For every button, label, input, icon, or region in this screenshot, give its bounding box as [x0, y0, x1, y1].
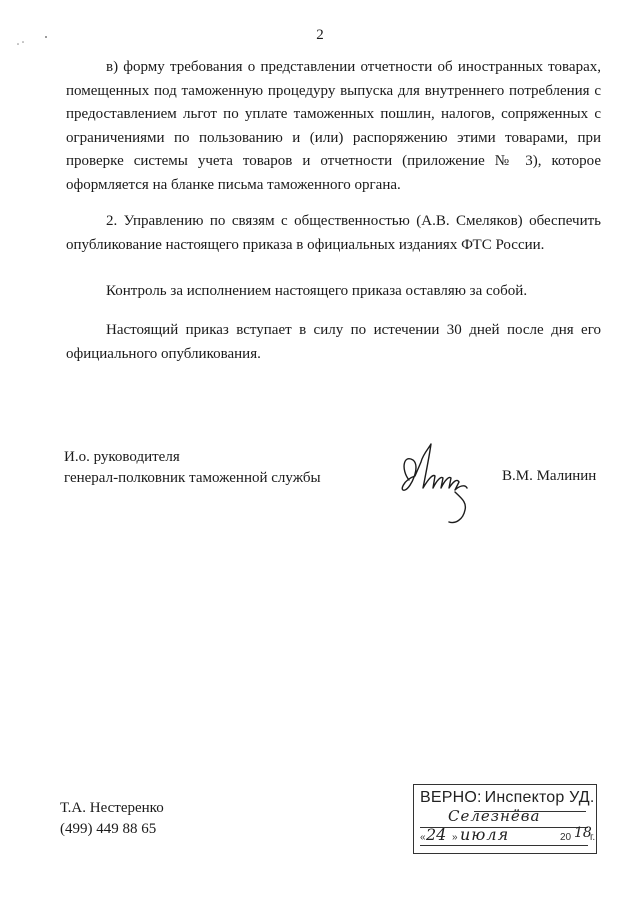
- paragraph-item-v: в) форму требования о представлении отчетности об иностранных товарах, помещенных под таможенную процедуру выпуска для внутреннего потребления с предоставлением льгот по уплате таможенных пошлин, налогов, сопряженных с ограничениями по пользованию и (или) распоряжению этими товарами, при проверке системы учета товаров и отчетности (приложение № 3), которое оформляется на бланке письма таможенного органа.: [66, 59, 601, 193]
- stamp-underline-date: [420, 845, 588, 846]
- stamp-colon: :: [477, 789, 482, 806]
- paragraph-control: Контроль за исполнением настоящего приказа оставляю за собой.: [106, 283, 528, 299]
- stamp-handwritten-name: Селезнёва: [448, 807, 541, 825]
- contact-name: Т.А. Нестеренко: [60, 800, 164, 816]
- stamp-period: .: [589, 789, 595, 806]
- signatory-title-line1: И.о. руководителя: [64, 449, 180, 465]
- stamp-date-day: 24: [426, 825, 447, 844]
- stamp-quote-open: «: [420, 832, 426, 843]
- certification-stamp: [413, 784, 597, 854]
- page-number: 2: [316, 27, 324, 43]
- stamp-header: [420, 789, 594, 807]
- contact-phone: (499) 449 88 65: [60, 821, 157, 837]
- handwritten-signature: [395, 440, 485, 535]
- paragraph-effective-date: Настоящий приказ вступает в силу по истечении 30 дней после дня его официального опубликования.: [66, 322, 601, 362]
- stamp-year-prefix: 20: [560, 832, 572, 843]
- stamp-position: Инспектор УД: [484, 789, 590, 806]
- stamp-verno: ВЕРНО: [420, 789, 478, 806]
- stamp-quote-close: »: [452, 832, 458, 843]
- margin-marks: [14, 34, 54, 54]
- stamp-year-unit: г.: [590, 832, 596, 843]
- signatory-title-line2: генерал-полковник таможенной службы: [64, 470, 321, 486]
- signatory-title: [64, 447, 321, 489]
- paragraph-item-2: 2. Управлению по связям с общественностью (А.В. Смеляков) обеспечить опубликование настоящего приказа в официальных изданиях ФТС России.: [66, 213, 601, 253]
- stamp-date-month: июля: [460, 825, 510, 844]
- stamp-year-suffix: 18: [574, 825, 592, 841]
- contact-block: [60, 798, 164, 840]
- signatory-name: В.М. Малинин: [502, 468, 597, 484]
